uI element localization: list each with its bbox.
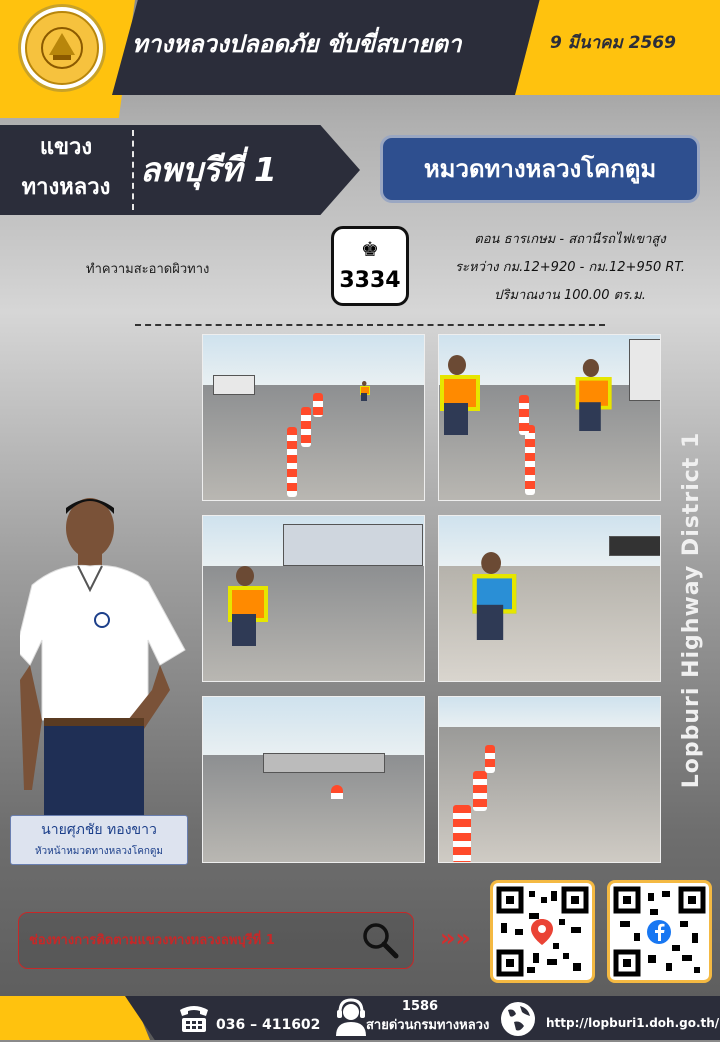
tracking-box bbox=[18, 912, 414, 969]
district-label bbox=[2, 128, 130, 212]
person-name: นายศุภชัย ทองขาว bbox=[41, 822, 157, 838]
district-divider bbox=[132, 130, 134, 210]
qr-code-facebook[interactable] bbox=[607, 880, 712, 983]
district-label-line1: แขวง bbox=[39, 135, 93, 160]
work-section: ตอน ธารเกษม - สถานีรถไฟเขาสูง bbox=[474, 232, 666, 247]
route-badge bbox=[331, 226, 409, 306]
district-name: ลพบุรีที่ 1 bbox=[140, 150, 277, 189]
dashed-separator bbox=[135, 324, 605, 326]
side-text-label: Lopburi Highway District 1 bbox=[679, 431, 704, 789]
header-title: ทางหลวงปลอดภัย ขับขี่สบายตา bbox=[132, 30, 462, 58]
chevrons-right-icon: »» bbox=[440, 924, 472, 952]
google-maps-icon bbox=[531, 919, 553, 945]
work-photo-6 bbox=[438, 696, 661, 863]
search-icon bbox=[359, 919, 401, 961]
footer-yellow bbox=[0, 996, 150, 1040]
footer-hotline-label: สายด่วนกรมทางหลวง bbox=[366, 1018, 490, 1033]
work-quantity: ปริมาณงาน 100.00 ตร.ม. bbox=[494, 288, 646, 303]
person-position: หัวหน้าหมวดทางหลวงโคกตูม bbox=[34, 846, 164, 857]
work-photo-3 bbox=[202, 515, 425, 682]
route-number: 3334 bbox=[339, 268, 401, 293]
footer-phone: 036 – 411602 bbox=[216, 1017, 321, 1033]
work-photo-5 bbox=[202, 696, 425, 863]
work-photo-2 bbox=[438, 334, 661, 501]
footer-website[interactable]: http://lopburi1.doh.go.th/ bbox=[546, 1016, 720, 1030]
globe-icon bbox=[498, 1000, 538, 1038]
qr-code-maps[interactable] bbox=[490, 880, 595, 983]
phone-icon bbox=[176, 1002, 212, 1034]
work-km-range: ระหว่าง กม.12+920 - กม.12+950 RT. bbox=[455, 260, 685, 275]
work-photo-1 bbox=[202, 334, 425, 501]
header-date: 9 มีนาคม 2569 bbox=[550, 33, 676, 53]
work-photo-4 bbox=[438, 515, 661, 682]
tracking-label: ช่องทางการติดตามแขวงทางหลวงลพบุรีที่ 1 bbox=[29, 933, 275, 948]
unit-name: หมวดทางหลวงโคกตูม bbox=[380, 135, 700, 203]
person-name-box bbox=[10, 815, 188, 865]
garuda-icon: ♚ bbox=[361, 237, 379, 261]
facebook-icon bbox=[647, 920, 671, 944]
work-task: ทำความสะอาดผิวทาง bbox=[86, 262, 210, 277]
person-photo bbox=[20, 490, 190, 820]
doh-emblem-icon bbox=[25, 11, 99, 85]
district-label-line2: ทางหลวง bbox=[21, 175, 111, 200]
footer-hotline-number: 1586 bbox=[401, 999, 439, 1014]
headset-icon bbox=[334, 998, 368, 1036]
doh-logo bbox=[18, 4, 106, 92]
side-text bbox=[672, 410, 712, 810]
